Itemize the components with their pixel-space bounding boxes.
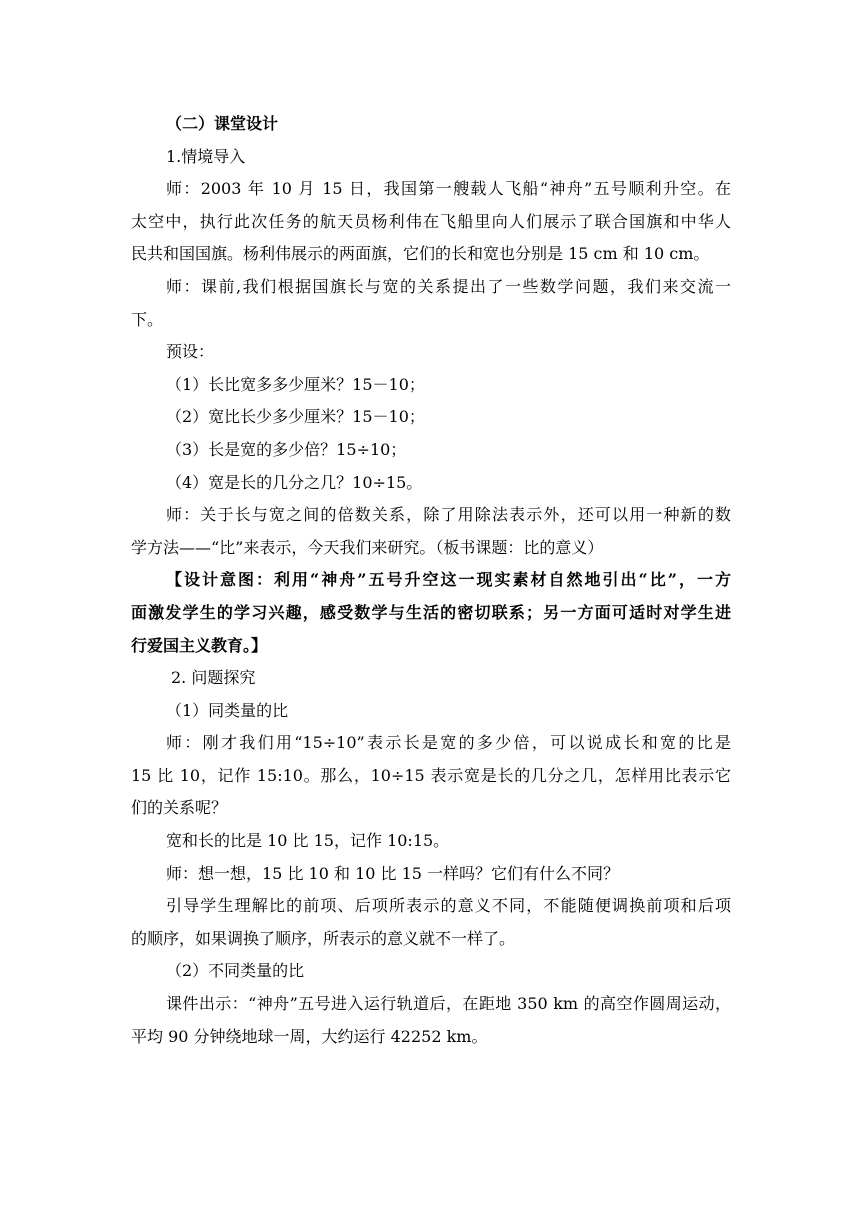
paragraph-line: 师：课前,我们根据国旗长与宽的关系提出了一些数学问题，我们来交流一 bbox=[166, 276, 731, 296]
paragraph-line: 师：关于长与宽之间的倍数关系，除了用除法表示外，还可以用一种新的数 bbox=[166, 505, 731, 525]
list-item: （2）宽比长少多少厘米？15－10； bbox=[166, 407, 425, 427]
paragraph-line: 引导学生理解比的前项、后项所表示的意义不同，不能随便调换前项和后项 bbox=[166, 896, 731, 916]
paragraph-line: 15 比 10，记作 15:10。那么，10÷15 表示宽是长的几分之几，怎样用比表示它 bbox=[131, 765, 731, 785]
list-item: （4）宽是长的几分之几？10÷15。 bbox=[166, 472, 423, 492]
paragraph-line: 们的关系呢？ bbox=[131, 798, 228, 818]
paragraph-line: 学方法——“比”来表示，今天我们来研究。（板书课题：比的意义） bbox=[131, 537, 604, 557]
section-heading: （二）课堂设计 bbox=[166, 114, 279, 133]
design-intent-line: 行爱国主义教育。】 bbox=[131, 635, 268, 655]
subsection-heading: （2）不同类量的比 bbox=[166, 961, 305, 981]
paragraph-line: 师：刚才我们用“15÷10”表示长是宽的多少倍，可以说成长和宽的比是 bbox=[166, 733, 731, 753]
paragraph-line: 的顺序，如果调换了顺序，所表示的意义就不一样了。 bbox=[131, 928, 516, 948]
paragraph-line: 太空中，执行此次任务的航天员杨利伟在飞船里向人们展示了联合国旗和中华人 bbox=[131, 211, 731, 231]
subsection-heading: （1）同类量的比 bbox=[166, 700, 289, 720]
design-intent-line: 【设计意图：利用“神舟”五号升空这一现实素材自然地引出“比”，一方 bbox=[166, 570, 731, 590]
design-intent-line: 面激发学生的学习兴趣，感受数学与生活的密切联系；另一方面可适时对学生进 bbox=[131, 602, 731, 622]
paragraph-line: 预设： bbox=[166, 342, 215, 362]
list-item: （3）长是宽的多少倍？15÷10； bbox=[166, 439, 407, 459]
paragraph-line: 课件出示：“神舟”五号进入运行轨道后，在距地 350 km 的高空作圆周运动， bbox=[166, 994, 731, 1014]
paragraph-line: 师：想一想，15 比 10 和 10 比 15 一样吗？它们有什么不同？ bbox=[166, 863, 620, 883]
subsection-heading: 2. 问题探究 bbox=[171, 668, 256, 688]
list-item: （1）长比宽多多少厘米？15－10； bbox=[166, 374, 425, 394]
subsection-heading: 1.情境导入 bbox=[166, 146, 246, 166]
paragraph-line: 民共和国国旗。杨利伟展示的两面旗，它们的长和宽也分别是 15 cm 和 10 cm。 bbox=[131, 244, 710, 264]
document-body bbox=[131, 108, 731, 1053]
paragraph-line: 宽和长的比是 10 比 15，记作 10:15。 bbox=[166, 831, 450, 851]
paragraph-line: 师：2003 年 10 月 15 日，我国第一艘载人飞船“神舟”五号顺利升空。在 bbox=[166, 179, 731, 199]
paragraph-line: 平均 90 分钟绕地球一周，大约运行 42252 km。 bbox=[131, 1026, 488, 1046]
paragraph-line: 下。 bbox=[131, 309, 164, 329]
